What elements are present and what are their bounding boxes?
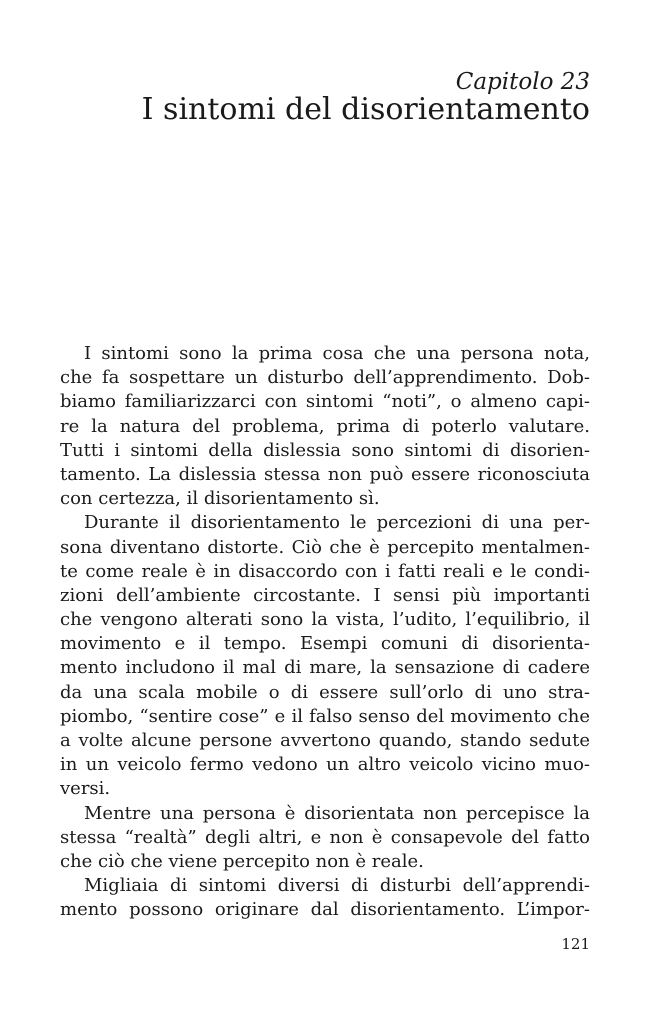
text-line: re la natura del problema, prima di poterlo valutare.: [60, 415, 590, 437]
text-line: che fa sospettare un disturbo dell’apprendimento. Dob-: [60, 367, 590, 389]
text-line: da una scala mobile o di essere sull’orlo di uno stra-: [60, 681, 590, 703]
text-line: mento possono originare dal disorientamento. L’impor-: [60, 899, 590, 921]
text-line: mento includono il mal di mare, la sensazione di cadere: [60, 657, 590, 679]
text-line: Tutti i sintomi della dislessia sono sintomi di disorien-: [60, 439, 590, 461]
text-line: piombo, “sentire cose” e il falso senso del movimento che: [60, 705, 590, 727]
text-line: con certezza, il disorientamento sì.: [60, 488, 380, 510]
chapter-title: I sintomi del disorientamento: [141, 92, 590, 127]
text-line: zioni dell’ambiente circostante. I sensi più importanti: [60, 584, 590, 606]
text-line: Mentre una persona è disorientata non percepisce la: [84, 802, 590, 824]
chapter-label: Capitolo 23: [455, 69, 590, 95]
text-line: stessa “realtà” degli altri, e non è consapevole del fatto: [60, 826, 590, 848]
text-line: a volte alcune persone avvertono quando, stando sedute: [60, 730, 590, 751]
text-line: movimento e il tempo. Esempi comuni di disorienta-: [60, 633, 590, 655]
text-line: che ciò che viene percepito non è reale.: [60, 850, 424, 872]
text-line: I sintomi sono la prima cosa che una persona nota,: [84, 343, 590, 364]
text-line: in un veicolo fermo vedono un altro veicolo vicino muo-: [60, 754, 590, 776]
text-line: che vengono alterati sono la vista, l’udito, l’equilibrio, il: [60, 609, 590, 631]
page-number: 121: [561, 935, 590, 953]
text-line: Migliaia di sintomi diversi di disturbi dell’apprendi-: [84, 875, 590, 897]
text-line: te come reale è in disaccordo con i fatti reali e le condi-: [60, 560, 590, 582]
text-line: tamento. La dislessia stessa non può essere riconosciuta: [60, 463, 590, 485]
body-text: [60, 342, 590, 923]
text-line: Durante il disorientamento le percezioni di una per-: [84, 512, 590, 534]
text-line: sona diventano distorte. Ciò che è percepito mentalmen-: [60, 536, 590, 558]
text-line: biamo familiarizzarci con sintomi “noti”, o almeno capi-: [60, 391, 590, 413]
text-line: versi.: [60, 778, 111, 800]
